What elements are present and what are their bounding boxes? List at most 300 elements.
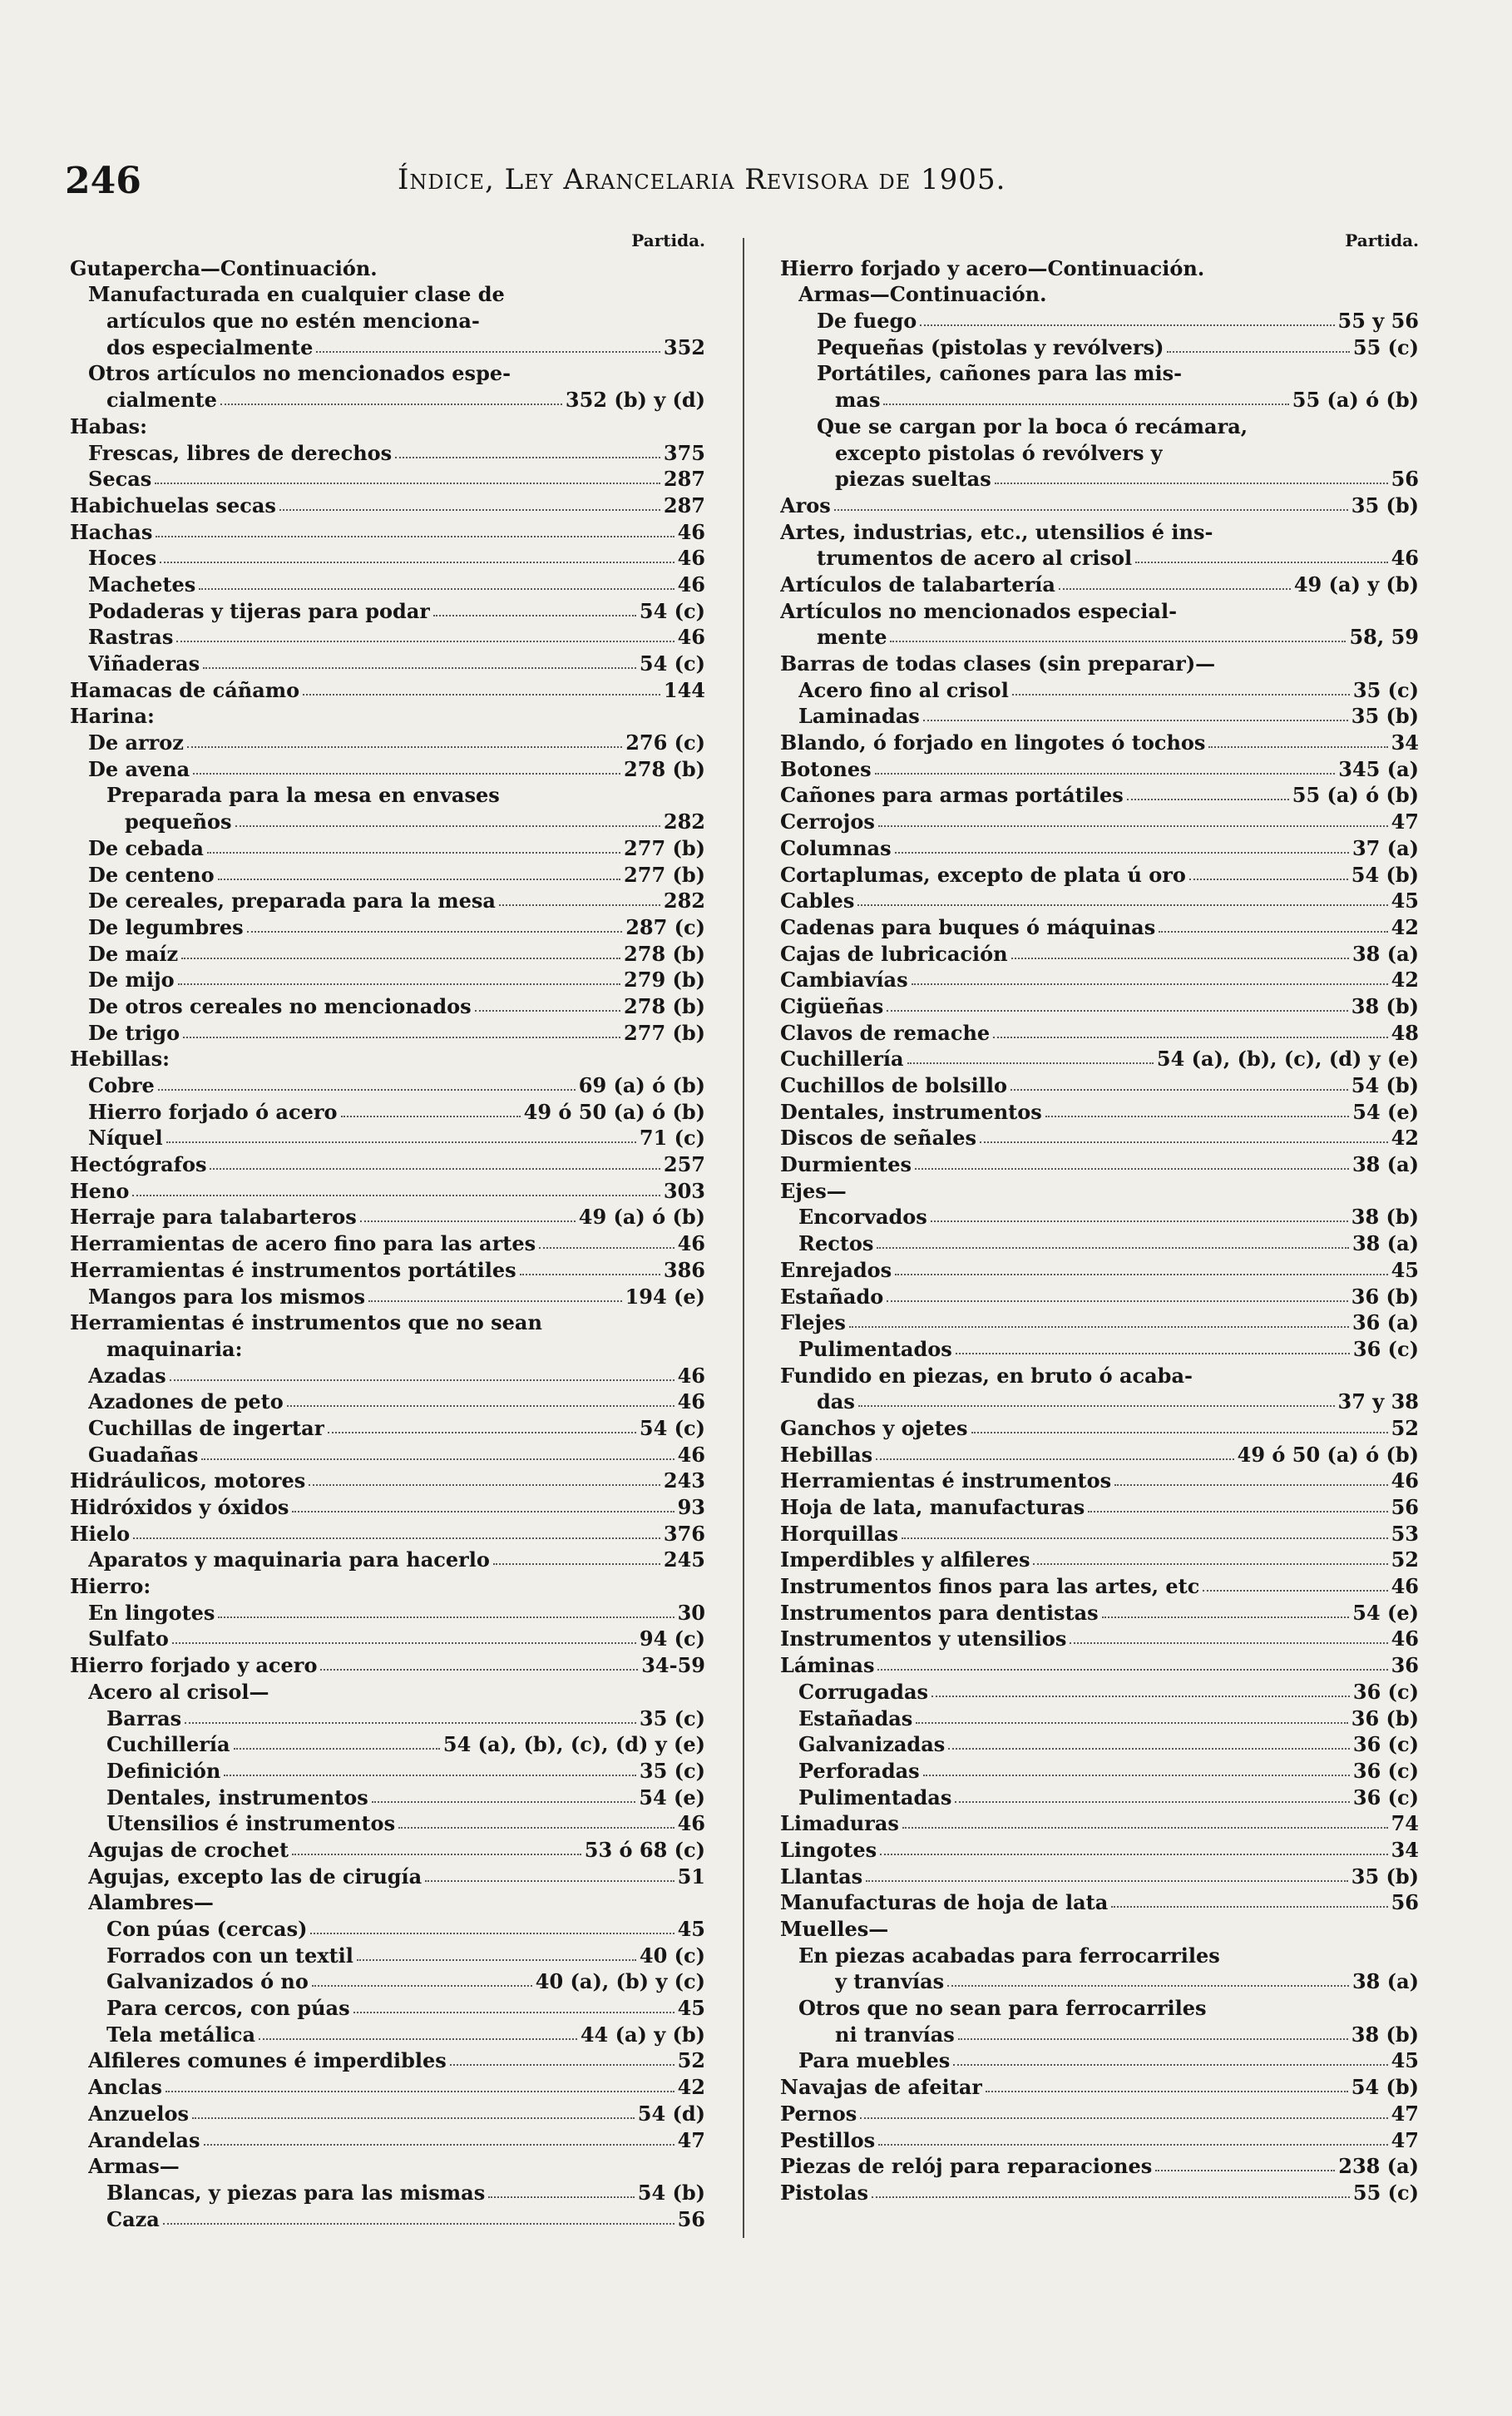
dot-leader	[433, 615, 636, 616]
entry-term: Hectógrafos	[70, 1152, 207, 1177]
index-entry	[70, 1256, 705, 1283]
entry-term: Otros artículos no mencionados espe-	[88, 361, 511, 386]
entry-partida: 54 (b)	[1351, 2075, 1419, 2100]
entry-term: Frescas, libres de derechos	[88, 440, 393, 465]
dot-leader	[1033, 1563, 1387, 1565]
entry-term: Instrumentos para dentistas	[780, 1600, 1099, 1625]
entry-term: Encorvados	[798, 1205, 927, 1230]
entry-partida: 55 (a) ó (b)	[1292, 388, 1419, 413]
index-entry	[780, 1757, 1419, 1784]
entry-term: Cables	[780, 889, 855, 913]
dot-leader	[316, 351, 660, 353]
entry-partida: 42	[1391, 914, 1419, 939]
index-entry	[70, 597, 705, 624]
index-entry	[70, 413, 705, 439]
entry-term: Cerrojos	[780, 809, 875, 834]
entry-partida: 44 (a) y (b)	[580, 2022, 705, 2047]
dot-leader	[902, 1827, 1388, 1829]
entry-partida: 45	[1391, 1257, 1419, 1282]
entry-term: Utensilios é instrumentos	[106, 1811, 396, 1836]
entry-term: Cuchillería	[780, 1047, 904, 1072]
entry-term: Acero al crisol—	[88, 1679, 269, 1704]
dot-leader	[956, 1353, 1350, 1354]
entry-partida: 42	[1391, 968, 1419, 993]
entry-term: Columnas	[780, 835, 892, 860]
index-entry	[70, 1942, 705, 1968]
index-entry	[780, 1626, 1419, 1652]
index-entry	[780, 413, 1419, 439]
dot-leader	[872, 2196, 1350, 2198]
entry-partida: 49 (a) y (b)	[1293, 572, 1419, 597]
entry-term: De avena	[88, 756, 190, 781]
index-entry	[70, 466, 705, 493]
entry-term: Cortaplumas, excepto de plata ú oro	[780, 862, 1186, 887]
dot-leader	[520, 1274, 660, 1275]
title-word-indice: Índice,	[398, 163, 495, 196]
entry-partida: 47	[677, 2127, 705, 2152]
entry-term: Galvanizados ó no	[106, 1969, 309, 1994]
index-entry	[780, 1335, 1419, 1362]
entry-term: artículos que no estén menciona-	[106, 309, 480, 334]
index-entry	[780, 1915, 1419, 1942]
entry-term: En piezas acabadas para ferrocarriles	[798, 1943, 1220, 1968]
index-entry	[780, 888, 1419, 914]
entry-term: Hielo	[70, 1521, 131, 1546]
index-entry	[70, 755, 705, 782]
index-entry	[780, 1520, 1419, 1547]
entry-partida: 49 (a) ó (b)	[578, 1205, 705, 1230]
entry-term: Alambres—	[88, 1890, 214, 1915]
entry-partida: 55 (c)	[1352, 334, 1419, 359]
entry-partida: 238 (a)	[1338, 2154, 1419, 2179]
entry-partida: 52	[1391, 1547, 1419, 1572]
dot-leader	[341, 1116, 521, 1117]
index-entry	[780, 755, 1419, 782]
index-entry	[780, 334, 1419, 360]
entry-term: Pistolas	[780, 2180, 868, 2205]
dot-leader	[1127, 799, 1289, 800]
page-number: 246	[65, 160, 141, 202]
entry-partida: 36 (c)	[1352, 1758, 1419, 1783]
entry-partida: 42	[1391, 1126, 1419, 1151]
index-entry	[780, 1599, 1419, 1626]
index-entry	[70, 1098, 705, 1125]
entry-term: Herramientas é instrumentos portátiles	[70, 1257, 516, 1282]
entry-partida: 376	[663, 1521, 705, 1546]
entry-partida: 194 (e)	[625, 1284, 705, 1309]
dot-leader	[353, 2012, 674, 2013]
index-entry	[780, 1705, 1419, 1731]
index-entry	[780, 967, 1419, 993]
dot-leader	[877, 1247, 1349, 1249]
entry-term: Llantas	[780, 1864, 863, 1889]
entry-term: Flejes	[780, 1310, 846, 1335]
entry-partida: 42	[677, 2075, 705, 2100]
entry-partida: 35 (c)	[639, 1758, 705, 1783]
index-entry	[70, 1863, 705, 1889]
entry-partida: 35 (b)	[1351, 704, 1419, 729]
entry-term: Cobre	[88, 1073, 155, 1097]
entry-term: Hidráulicos, motores	[70, 1468, 306, 1493]
dot-leader	[907, 1062, 1154, 1064]
index-entry	[70, 2206, 705, 2232]
entry-term: Anzuelos	[88, 2101, 190, 2126]
entry-partida: 54 (e)	[639, 1785, 705, 1810]
dot-leader	[368, 1300, 622, 1302]
index-entry	[780, 1256, 1419, 1283]
dot-leader	[878, 2144, 1387, 2146]
entry-partida: 55 (c)	[1352, 2180, 1419, 2205]
entry-partida: 46	[677, 546, 705, 571]
index-entry	[70, 1599, 705, 1626]
index-entry	[70, 1468, 705, 1494]
title-year: 1905.	[921, 163, 1006, 196]
index-entry	[780, 1468, 1419, 1494]
entry-term: Dentales, instrumentos	[106, 1785, 368, 1810]
index-entry	[780, 624, 1419, 651]
entry-term: Enrejados	[780, 1257, 892, 1282]
entry-partida: 54 (d)	[637, 2101, 705, 2126]
dot-leader	[220, 403, 562, 405]
dot-leader	[1088, 1511, 1387, 1512]
entry-partida: 36 (c)	[1352, 1336, 1419, 1361]
index-entry	[780, 466, 1419, 493]
dot-leader	[312, 1985, 532, 1987]
entry-term: Durmientes	[780, 1152, 912, 1177]
entry-partida: 35 (b)	[1351, 493, 1419, 517]
index-entry	[70, 2047, 705, 2074]
index-entry	[780, 1863, 1419, 1889]
entry-term: Hoces	[88, 546, 157, 571]
entry-term: Azadones de peto	[88, 1389, 284, 1414]
entry-term: Hierro forjado y acero—Continuación.	[780, 255, 1205, 280]
index-entry	[780, 1283, 1419, 1309]
entry-term: Hierro:	[70, 1574, 151, 1599]
index-entry	[780, 1125, 1419, 1151]
dot-leader	[955, 1801, 1350, 1803]
entry-partida: 46	[677, 1389, 705, 1414]
dot-leader	[1189, 879, 1348, 880]
dot-leader	[158, 1089, 576, 1091]
entry-term: Con púas (cercas)	[106, 1917, 308, 1941]
entry-term: Cañones para armas portátiles	[780, 783, 1124, 808]
dot-leader	[450, 2064, 674, 2066]
dot-leader	[912, 983, 1388, 985]
entry-term: Ejes—	[780, 1178, 847, 1203]
entry-term: Piezas de relój para reparaciones	[780, 2154, 1153, 2179]
index-entry	[780, 597, 1419, 624]
entry-term: Cuchillas de ingertar	[88, 1415, 325, 1440]
entry-term: Anclas	[88, 2075, 162, 2100]
dot-leader	[915, 1168, 1349, 1170]
index-entry	[70, 1389, 705, 1415]
entry-partida: 52	[677, 2048, 705, 2073]
index-entry	[780, 1942, 1419, 1968]
entry-term: Cuchillos de bolsillo	[780, 1073, 1008, 1097]
index-entry	[70, 1889, 705, 1916]
dot-leader	[156, 536, 674, 537]
dot-leader	[181, 958, 620, 959]
dot-leader	[1114, 1484, 1387, 1486]
entry-partida: 69 (a) ó (b)	[578, 1073, 705, 1097]
entry-partida: 282	[663, 809, 705, 834]
index-entry	[780, 307, 1419, 334]
index-entry	[70, 729, 705, 755]
index-entry	[780, 2100, 1419, 2126]
entry-partida: 54 (e)	[1352, 1099, 1419, 1124]
entry-partida: 46	[677, 572, 705, 597]
entry-term: Hoja de lata, manufacturas	[780, 1495, 1085, 1519]
dot-leader	[235, 825, 660, 827]
index-entry	[780, 913, 1419, 940]
index-entry	[70, 913, 705, 940]
index-entry	[70, 1046, 705, 1072]
entry-partida: 38 (a)	[1351, 1969, 1419, 1994]
entry-partida: 243	[663, 1468, 705, 1493]
entry-term: Gutapercha—Continuación.	[70, 255, 378, 280]
entry-term: Cambiavías	[780, 968, 908, 993]
entry-partida: 38 (b)	[1351, 993, 1419, 1018]
entry-term: Barras	[106, 1706, 182, 1730]
entry-partida: 54 (b)	[637, 2180, 705, 2205]
index-entry	[70, 386, 705, 413]
entry-term: cialmente	[106, 388, 217, 413]
entry-term: Fundido en piezas, en bruto ó acaba-	[780, 1363, 1193, 1388]
dot-leader	[199, 588, 674, 590]
entry-partida: 40 (a), (b) y (c)	[535, 1969, 705, 1994]
entry-partida: 46	[677, 1811, 705, 1836]
entry-term: De centeno	[88, 862, 215, 887]
entry-partida: 277 (b)	[624, 1020, 705, 1045]
index-entry	[780, 808, 1419, 834]
entry-partida: 278 (b)	[624, 941, 705, 966]
index-entry	[70, 1572, 705, 1599]
entry-term: De cebada	[88, 835, 204, 860]
entry-term: Hebillas:	[70, 1047, 170, 1072]
index-entry	[70, 861, 705, 888]
entry-term: mas	[835, 388, 881, 413]
index-entry	[780, 1493, 1419, 1520]
entry-partida: 46	[1391, 1626, 1419, 1651]
entry-partida: 35 (c)	[639, 1706, 705, 1730]
dot-leader	[170, 1379, 674, 1381]
index-entry	[70, 1968, 705, 1995]
entry-term: Pequeñas (pistolas y revólvers)	[817, 334, 1164, 359]
partida-label-right: Partida.	[1345, 230, 1419, 250]
dot-leader	[948, 1748, 1350, 1750]
dot-leader	[986, 2091, 1348, 2092]
entry-partida: 45	[1391, 2048, 1419, 2073]
entry-term: De fuego	[817, 309, 917, 334]
entry-term: Sulfato	[88, 1626, 169, 1651]
entry-term: En lingotes	[88, 1600, 215, 1625]
entry-partida: 38 (a)	[1351, 1152, 1419, 1177]
index-entry	[70, 2100, 705, 2126]
entry-partida: 352	[663, 334, 705, 359]
entry-partida: 45	[677, 1917, 705, 1941]
index-entry	[780, 1414, 1419, 1441]
dot-leader	[993, 1037, 1387, 1038]
entry-term: Rectos	[798, 1231, 874, 1256]
entry-term: das	[817, 1389, 855, 1414]
dot-leader	[488, 2196, 635, 2198]
dot-leader	[920, 324, 1334, 326]
entry-term: Hebillas	[780, 1442, 873, 1467]
entry-partida: 54 (a), (b), (c), (d) y (e)	[442, 1732, 705, 1757]
dot-leader	[201, 1458, 674, 1460]
index-entry	[70, 993, 705, 1019]
dot-leader	[866, 1880, 1348, 1882]
index-entry	[780, 1731, 1419, 1758]
dot-leader	[234, 1748, 440, 1750]
dot-leader	[1102, 1616, 1350, 1618]
entry-term: Cadenas para buques ó máquinas	[780, 914, 1156, 939]
entry-partida: 36 (c)	[1352, 1732, 1419, 1757]
index-entry	[780, 2073, 1419, 2100]
dot-leader	[877, 1669, 1387, 1671]
entry-term: y tranvías	[835, 1969, 945, 1994]
entry-partida: 56	[1391, 1890, 1419, 1915]
entry-partida: 35 (c)	[1352, 677, 1419, 702]
index-entry	[70, 1230, 705, 1256]
index-entry	[70, 808, 705, 834]
dot-leader	[187, 746, 622, 748]
index-entry	[780, 1204, 1419, 1230]
entry-partida: 34-59	[641, 1653, 705, 1678]
dot-leader	[247, 931, 623, 933]
entry-partida: 37 (a)	[1351, 835, 1419, 860]
entry-term: Cuchillería	[106, 1732, 230, 1757]
index-entry	[70, 1362, 705, 1389]
index-entry	[70, 1441, 705, 1468]
dot-leader	[185, 1722, 636, 1724]
entry-partida: 54 (c)	[639, 651, 705, 676]
index-entry	[70, 439, 705, 466]
entry-partida: 35 (b)	[1351, 1864, 1419, 1889]
index-entry	[70, 1836, 705, 1863]
index-entry	[70, 1204, 705, 1230]
entry-partida: 30	[677, 1600, 705, 1625]
index-entry	[70, 834, 705, 861]
entry-partida: 144	[663, 677, 705, 702]
dot-leader	[923, 720, 1348, 721]
entry-partida: 34	[1391, 1837, 1419, 1862]
entry-partida: 54 (b)	[1351, 862, 1419, 887]
entry-term: Armas—Continuación.	[798, 282, 1047, 307]
entry-partida: 46	[1391, 1468, 1419, 1493]
entry-partida: 56	[677, 2206, 705, 2231]
dot-leader	[1059, 588, 1291, 590]
index-entry	[70, 1493, 705, 1520]
index-entry	[70, 1309, 705, 1336]
entry-term: De otros cereales no mencionados	[88, 993, 472, 1018]
entry-partida: 276 (c)	[625, 730, 705, 755]
entry-partida: 71 (c)	[639, 1126, 705, 1151]
entry-term: Limaduras	[780, 1811, 899, 1836]
entry-term: De cereales, preparada para la mesa	[88, 889, 496, 913]
entry-partida: 40 (c)	[639, 1943, 705, 1968]
dot-leader	[931, 1220, 1348, 1222]
entry-partida: 49 ó 50 (a) ó (b)	[1237, 1442, 1419, 1467]
entry-term: Azadas	[88, 1363, 166, 1388]
entry-term: Níquel	[88, 1126, 163, 1151]
index-entry	[70, 1915, 705, 1942]
dot-leader	[166, 2091, 674, 2092]
index-entry	[70, 1731, 705, 1758]
entry-partida: 45	[1391, 889, 1419, 913]
dot-leader	[475, 1010, 620, 1012]
entry-term: Hidróxidos y óxidos	[70, 1495, 289, 1519]
dot-leader	[860, 2117, 1387, 2119]
dot-leader	[178, 983, 620, 985]
index-entry	[70, 255, 705, 281]
entry-term: Arandelas	[88, 2127, 200, 2152]
index-entry	[70, 650, 705, 676]
entry-term: Galvanizadas	[798, 1732, 946, 1757]
entry-term: Corrugadas	[798, 1679, 929, 1704]
entry-partida: 36	[1391, 1653, 1419, 1678]
entry-term: ni tranvías	[835, 2022, 955, 2047]
dot-leader	[887, 1300, 1348, 1302]
entry-term: Forrados con un textil	[106, 1943, 353, 1968]
index-entry	[780, 676, 1419, 703]
index-entry	[70, 1784, 705, 1810]
entry-term: Acero fino al crisol	[798, 677, 1009, 702]
dot-leader	[155, 483, 660, 484]
entry-term: Preparada para la mesa en envases	[106, 783, 500, 808]
index-entry	[780, 2179, 1419, 2206]
index-entry	[780, 1678, 1419, 1705]
index-entry	[780, 386, 1419, 413]
dot-leader	[931, 1696, 1350, 1697]
entry-term: Estañadas	[798, 1706, 913, 1730]
entry-term: Aparatos y maquinaria para hacerlo	[88, 1547, 490, 1572]
entry-partida: 54 (e)	[1352, 1600, 1419, 1625]
entry-term: Viñaderas	[88, 651, 200, 676]
index-entry	[70, 281, 705, 308]
entry-term: De arroz	[88, 730, 184, 755]
dot-leader	[883, 403, 1288, 405]
entry-partida: 38 (a)	[1351, 941, 1419, 966]
title-words-ley: Ley Arancelaria Revisora de	[504, 163, 912, 196]
entry-term: Perforadas	[798, 1758, 920, 1783]
entry-partida: 55 (a) ó (b)	[1292, 783, 1419, 808]
entry-term: Harina:	[70, 704, 155, 729]
entry-partida: 54 (a), (b), (c), (d) y (e)	[1156, 1047, 1419, 1072]
entry-term: Agujas de crochet	[88, 1837, 289, 1862]
entry-partida: 55 y 56	[1337, 309, 1419, 334]
entry-term: Clavos de remache	[780, 1020, 991, 1045]
index-entry	[780, 360, 1419, 387]
dot-leader	[133, 1537, 660, 1539]
entry-term: Podaderas y tijeras para podar	[88, 598, 431, 623]
index-entry	[70, 545, 705, 572]
dot-leader	[203, 667, 636, 669]
index-entry	[780, 1441, 1419, 1468]
index-entry	[780, 1309, 1419, 1336]
page-header	[0, 160, 1512, 213]
index-entry	[780, 782, 1419, 809]
entry-partida: 36 (a)	[1351, 1310, 1419, 1335]
index-entry	[780, 1836, 1419, 1863]
entry-partida: 94 (c)	[639, 1626, 705, 1651]
index-entry	[780, 1046, 1419, 1072]
entry-term: Cajas de lubricación	[780, 941, 1008, 966]
dot-leader	[292, 1511, 674, 1512]
dot-leader	[1111, 1906, 1387, 1908]
index-entry	[780, 518, 1419, 545]
column-divider	[743, 238, 744, 2238]
